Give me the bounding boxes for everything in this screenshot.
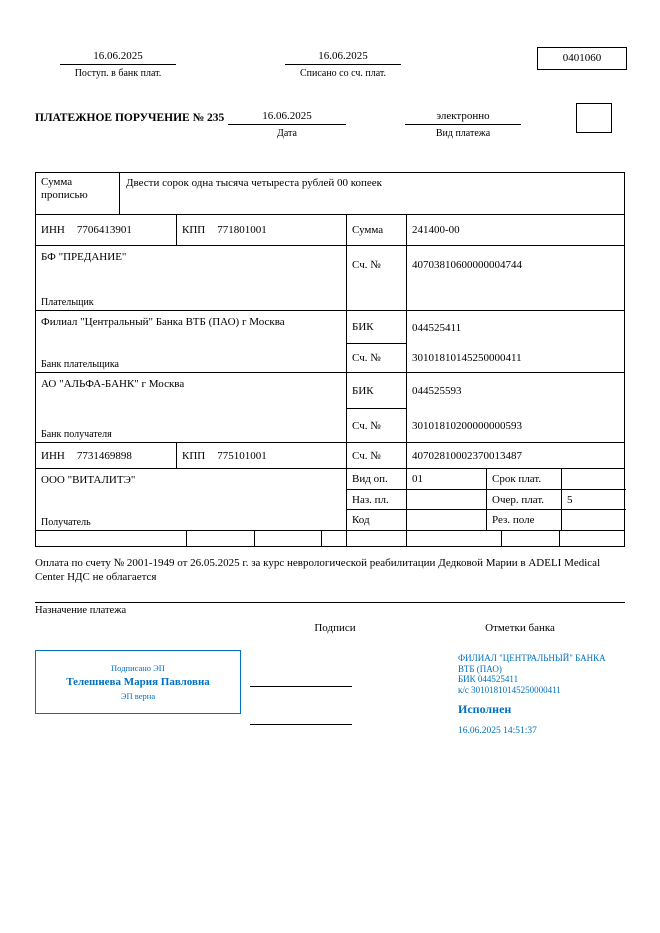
esignature-stamp — [35, 650, 241, 714]
tax-field-cell-8 — [559, 531, 626, 546]
payee-account-label: Сч. № — [352, 449, 381, 462]
op-type-value-cell — [406, 469, 486, 490]
code-label: Код — [352, 514, 370, 526]
payer-kpp-label: КПП — [182, 224, 206, 236]
payer-account-label-cell — [346, 246, 406, 310]
amount-label-cell — [346, 215, 406, 245]
amount-in-words-value: Двести сорок одна тысяча четыреста рублей 00 копеек — [126, 177, 382, 189]
payee-bank-bik-label-cell — [346, 373, 406, 409]
tax-field-cell-7 — [501, 531, 559, 546]
payee-bank-requisites — [346, 373, 626, 442]
payment-kind-value: электронно — [405, 110, 521, 125]
signature-line-1 — [250, 686, 352, 687]
pay-purpose-code-label: Наз. пл. — [352, 493, 389, 506]
amount-in-words-row — [35, 172, 625, 215]
payee-kpp-cell — [176, 443, 346, 468]
signature-line-2 — [250, 724, 352, 725]
payer-bank-bik-value-cell — [406, 311, 626, 344]
payee-inn-kpp-row — [36, 442, 624, 468]
payee-bank-name: АО "АЛЬФА-БАНК" г Москва — [41, 378, 185, 390]
payment-purpose-text: Оплата по счету № 2001-1949 от 26.05.2025 г. за курс неврологической реабилитации Дедковой Марии в ADELI Medical Center НДС не облагается — [35, 557, 601, 583]
priority-label: Очер. плат. — [492, 493, 545, 506]
signatures-label: Подписи — [314, 622, 356, 634]
pay-purpose-code-value-cell — [406, 490, 486, 510]
payer-section-label: Плательщик — [41, 297, 94, 308]
payer-account-value-cell — [406, 246, 626, 310]
op-type-label-cell — [346, 469, 406, 490]
pay-term-label: Срок плат. — [492, 473, 542, 485]
received-in-bank-date: 16.06.2025 — [60, 50, 176, 65]
payer-row — [36, 245, 624, 310]
payment-purpose-label: Назначение платежа — [35, 602, 625, 616]
reserve-label-cell — [486, 510, 561, 530]
payment-kind-label: Вид платежа — [435, 128, 491, 139]
payer-account-value: 40703810600000004744 — [412, 259, 522, 271]
document-date-label: Дата — [277, 128, 297, 139]
pay-term-value-cell — [561, 469, 626, 490]
debited-from-account-block — [285, 50, 401, 79]
payee-row — [36, 468, 624, 530]
payee-bank-section-label: Банк получателя — [41, 429, 112, 440]
payee-bank-bik-value-cell — [406, 373, 626, 409]
payee-bank-account-label-cell — [346, 409, 406, 442]
tax-field-cell-6 — [406, 531, 501, 546]
code-value-cell — [406, 510, 486, 530]
document-date: 16.06.2025 — [228, 110, 346, 125]
reserve-label: Рез. поле — [492, 514, 535, 526]
payee-operation-grid — [346, 469, 626, 530]
payee-account-value: 40702810002370013487 — [412, 449, 522, 462]
amount-value: 241400-00 — [412, 224, 460, 236]
payee-bank-row — [36, 372, 624, 442]
payee-kpp-value: 775101001 — [217, 449, 267, 462]
esignature-stamp-line3: ЭП верна — [120, 691, 156, 701]
bank-stamp-status: Исполнен — [458, 702, 512, 716]
document-date-block — [228, 110, 346, 139]
tax-field-cell-5 — [346, 531, 406, 546]
debited-from-account-date: 16.06.2025 — [285, 50, 401, 65]
payer-bank-account-label-cell — [346, 344, 406, 372]
pay-purpose-code-label-cell — [346, 490, 406, 510]
payee-bank-account-value-cell — [406, 409, 626, 442]
esignature-stamp-line1: Подписано ЭП — [111, 663, 165, 673]
op-type-value: 01 — [412, 473, 423, 485]
payee-bank-bik-value: 044525593 — [412, 385, 462, 397]
pay-term-label-cell — [486, 469, 561, 490]
received-in-bank-label: Поступ. в банк плат. — [74, 68, 162, 79]
payment-details-table — [35, 215, 625, 547]
payment-kind-block — [405, 110, 521, 139]
op-type-label: Вид оп. — [352, 473, 388, 485]
payee-bank-bik-label: БИК — [352, 384, 374, 397]
payer-bank-row — [36, 310, 624, 372]
bank-stamp-line4: к/с 30101810145250000411 — [458, 684, 561, 695]
received-in-bank-block — [60, 50, 176, 79]
payer-kpp-cell — [176, 215, 346, 245]
bank-marks-label: Отметки банка — [485, 622, 555, 634]
payee-inn-value: 7731469898 — [76, 449, 132, 462]
code-label-cell — [346, 510, 406, 530]
priority-label-cell — [486, 490, 561, 510]
tax-fields-row — [36, 530, 624, 546]
amount-value-cell — [406, 215, 626, 245]
priority-value-cell — [561, 490, 626, 510]
payer-kpp-value: 771801001 — [217, 224, 267, 236]
bank-stamp-datetime: 16.06.2025 14:51:37 — [458, 725, 537, 736]
payee-account-label-cell — [346, 443, 406, 468]
payer-inn-cell — [36, 215, 176, 245]
payer-name-cell — [36, 246, 346, 310]
payer-bank-requisites — [346, 311, 626, 372]
payer-bank-name: Филиал "Центральный" Банка ВТБ (ПАО) г Москва — [41, 316, 285, 328]
payer-bank-bik-label: БИК — [352, 321, 374, 333]
payer-name: БФ "ПРЕДАНИЕ" — [41, 251, 127, 263]
tax-field-cell-4 — [321, 531, 346, 546]
payee-bank-account-label: Сч. № — [352, 419, 381, 432]
tax-field-cell-1 — [36, 531, 186, 546]
form-code-box: 0401060 — [537, 47, 627, 70]
bank-stamp-line1: ФИЛИАЛ "ЦЕНТРАЛЬНЫЙ" БАНКА — [458, 653, 606, 663]
priority-value: 5 — [567, 493, 573, 506]
payer-bank-name-cell — [36, 311, 346, 372]
payer-account-label: Сч. № — [352, 259, 381, 271]
reserve-value-cell — [561, 510, 626, 530]
amount-in-words-label: Сумма прописью — [36, 173, 120, 214]
payer-bank-bik-label-cell — [346, 311, 406, 344]
debited-from-account-label: Списано со сч. плат. — [299, 68, 387, 79]
esignature-signer-name: Телешнева Мария Павловна — [66, 676, 210, 688]
payee-kpp-label: КПП — [182, 449, 206, 462]
status-box-empty — [576, 103, 612, 133]
payee-inn-cell — [36, 443, 176, 468]
payer-bank-section-label: Банк плательщика — [41, 359, 119, 370]
payer-bank-account-value: 30101810145250000411 — [412, 352, 522, 364]
amount-label: Сумма — [352, 224, 384, 236]
payer-bank-bik-value: 044525411 — [412, 321, 462, 334]
payee-bank-account-value: 30101810200000000593 — [412, 419, 522, 432]
payee-section-label: Получатель — [41, 517, 91, 528]
document-title: ПЛАТЕЖНОЕ ПОРУЧЕНИЕ № 235 — [35, 112, 225, 124]
bank-stamp-line3: БИК 044525411 — [458, 674, 519, 684]
tax-field-cell-2 — [186, 531, 254, 546]
payee-bank-name-cell — [36, 373, 346, 442]
payer-inn-label: ИНН — [41, 224, 65, 236]
payer-bank-account-label: Сч. № — [352, 352, 381, 364]
payer-inn-kpp-row — [36, 215, 624, 245]
payer-inn-value: 7706413901 — [76, 224, 132, 236]
bank-execution-stamp — [458, 653, 630, 736]
bank-stamp-line2: ВТБ (ПАО) — [458, 663, 502, 674]
payee-name-cell — [36, 469, 346, 530]
payer-bank-account-value-cell — [406, 344, 626, 372]
payee-inn-label: ИНН — [41, 449, 65, 462]
tax-field-cell-3 — [254, 531, 321, 546]
payee-name: ООО "ВИТАЛИТЭ" — [41, 474, 136, 486]
payee-account-value-cell — [406, 443, 626, 468]
